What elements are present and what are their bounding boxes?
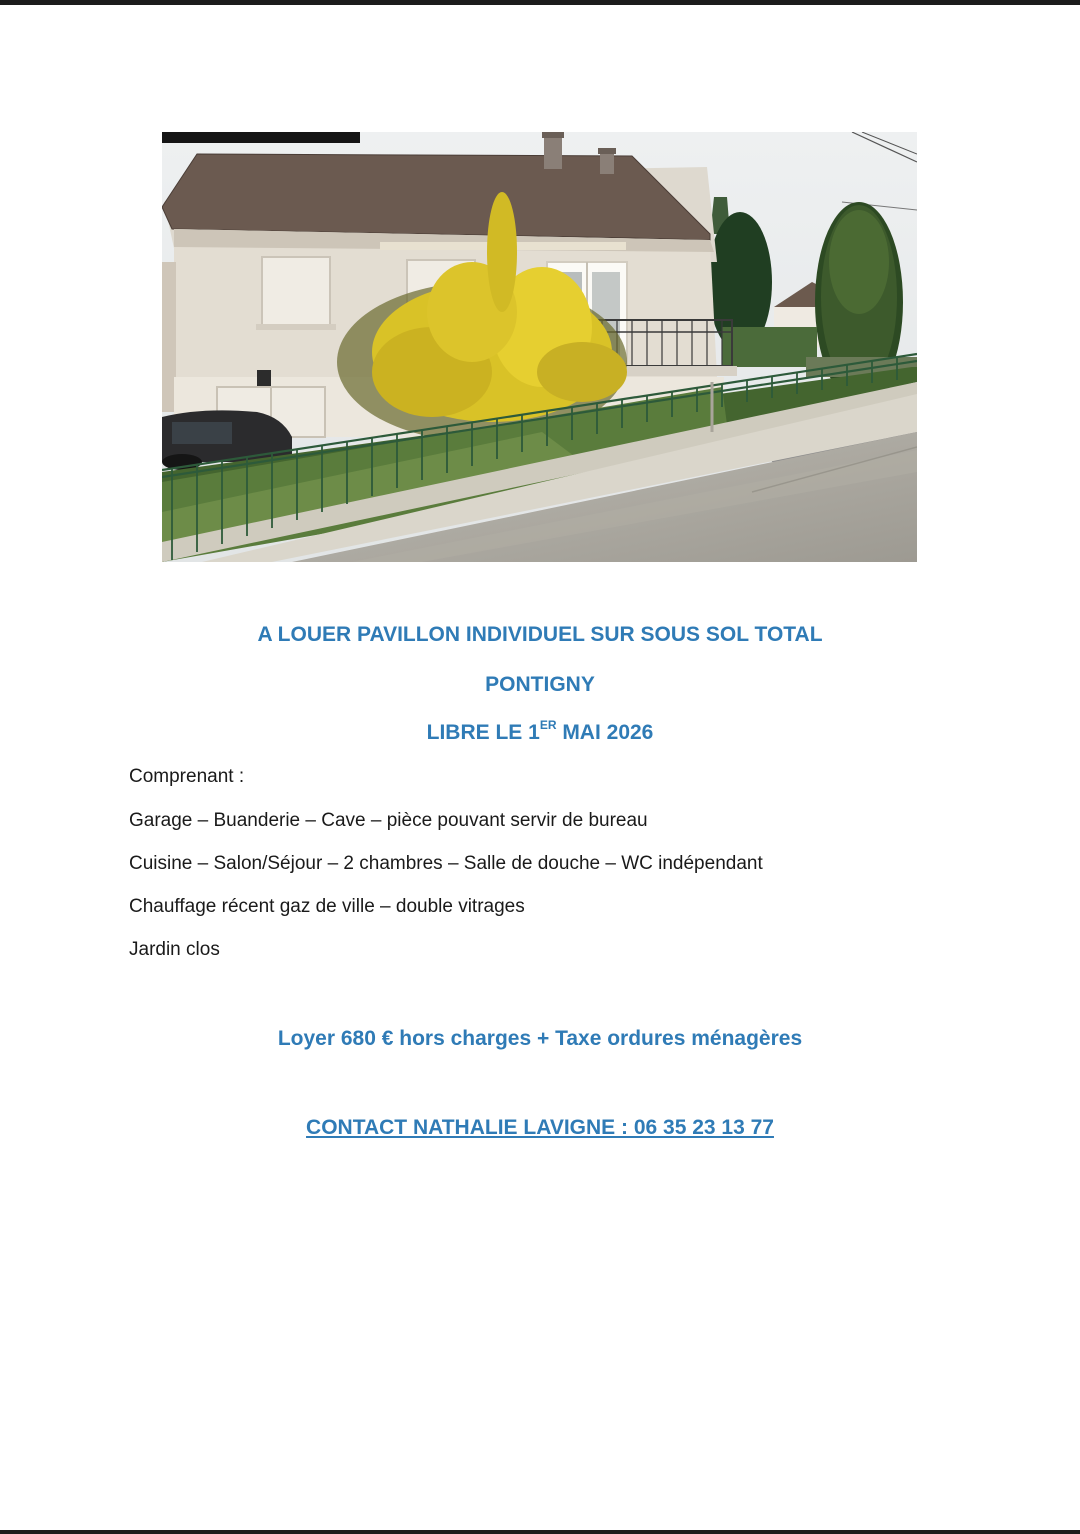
- top-border: [0, 0, 1080, 5]
- listing-town: PONTIGNY: [485, 673, 595, 696]
- description-line-heating: Chauffage récent gaz de ville – double vitrages: [129, 896, 525, 917]
- availability-superscript: ER: [539, 718, 557, 732]
- bottom-border: [0, 1530, 1080, 1534]
- description-line-garden: Jardin clos: [129, 939, 220, 960]
- house-photo: [162, 132, 917, 562]
- listing-headline: A LOUER PAVILLON INDIVIDUEL SUR SOUS SOL TOTAL: [257, 623, 823, 646]
- availability-prefix: LIBRE LE 1: [426, 721, 540, 744]
- availability-date: [0, 720, 1080, 745]
- rent-price: Loyer 680 € hors charges + Taxe ordures ménagères: [277, 1027, 803, 1050]
- description-line-rooms: Garage – Buanderie – Cave – pièce pouvant servir de bureau: [129, 810, 648, 831]
- contact-link[interactable]: CONTACT NATHALIE LAVIGNE : 06 35 23 13 77: [306, 1116, 774, 1139]
- availability-suffix: MAI 2026: [556, 721, 654, 744]
- description-line-living: Cuisine – Salon/Séjour – 2 chambres – Salle de douche – WC indépendant: [129, 853, 763, 874]
- description-intro: Comprenant :: [129, 766, 245, 787]
